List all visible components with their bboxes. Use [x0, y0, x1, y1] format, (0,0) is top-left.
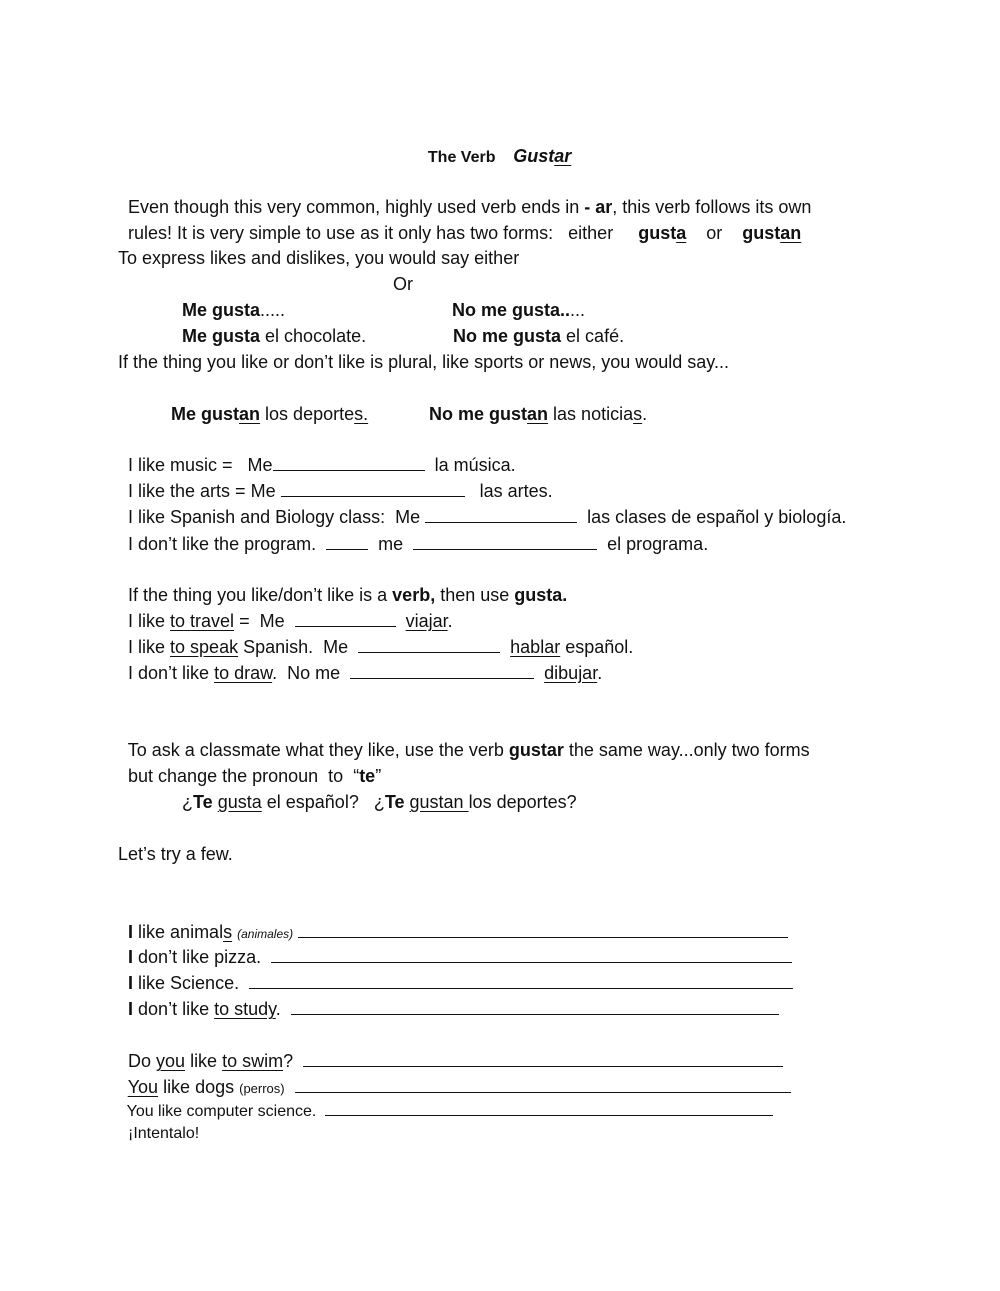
intro-line-2: rules! It is very simple to use as it only has two forms: either gusta or gustan [128, 223, 802, 243]
express-intro: To express likes and dislikes, you would say either [118, 248, 520, 268]
plural-intro: If the thing you like or don’t like is plural, like sports or news, you would say... [118, 352, 729, 372]
try-dogs: You like dogs (perros) [118, 1048, 791, 1102]
ask-line-2: but change the pronoun to “te” [128, 766, 382, 786]
title-gustar: Gustar [513, 146, 572, 166]
try-pizza: I don’t like pizza. [118, 918, 792, 970]
intro-line-1: Even though this very common, highly used verb ends in - ar, this verb follows its own [128, 197, 812, 217]
verbs-intro: If the thing you like/don’t like is a verb, then use gusta. [128, 585, 568, 605]
page-title [419, 117, 571, 171]
title-the-verb: The Verb [427, 149, 496, 166]
verbs-draw: I don’t like to draw. No me dibujar. [118, 634, 602, 686]
answer-blank[interactable] [350, 660, 534, 679]
try-animals: I like animals (animales) [118, 893, 788, 947]
answer-line[interactable] [325, 1099, 773, 1116]
answer-blank[interactable] [413, 531, 597, 550]
express-example-dislike: No me gusta el café. [453, 326, 625, 346]
answer-line[interactable] [291, 996, 779, 1015]
try-computer: You like computer science. [118, 1073, 773, 1125]
plural-example-dislike: No me gustan las noticias. [429, 404, 648, 424]
express-forms: Me gusta..... [182, 300, 286, 320]
try-lead: Let’s try a few. [118, 844, 233, 864]
try-science: I like Science. [118, 944, 793, 996]
try-study: I don’t like to study. [118, 970, 779, 1022]
express-example-like: Me gusta el chocolate. [182, 326, 367, 346]
form-gustan: gustan [742, 223, 802, 243]
verbs-travel: I like to travel = Me viajar. [118, 582, 453, 634]
fill-music: I like music = Me la música. [118, 426, 516, 478]
verbs-speak: I like to speak Spanish. Me hablar español. [118, 608, 633, 660]
ask-examples: ¿Te gusta el español? ¿Te gustan los deportes? [182, 792, 577, 812]
try-swim: Do you like to swim? [118, 1022, 783, 1074]
fill-program: I don’t like the program. me el programa. [118, 505, 708, 557]
form-gusta: gusta [638, 223, 687, 243]
answer-blank[interactable] [326, 531, 368, 550]
fill-classes: I like Spanish and Biology class: Me las clases de español y biología. [118, 478, 846, 530]
fill-arts: I like the arts = Me las artes. [118, 452, 553, 504]
express-no-form: No me gusta..... [452, 300, 586, 320]
closing-text: ¡Intentalo! [128, 1125, 200, 1142]
express-or: Or [393, 274, 413, 294]
ask-line-1: To ask a classmate what they like, use the verb gustar the same way...only two forms [127, 740, 810, 760]
plural-example-like: Me gustan los deportes. [171, 404, 369, 424]
